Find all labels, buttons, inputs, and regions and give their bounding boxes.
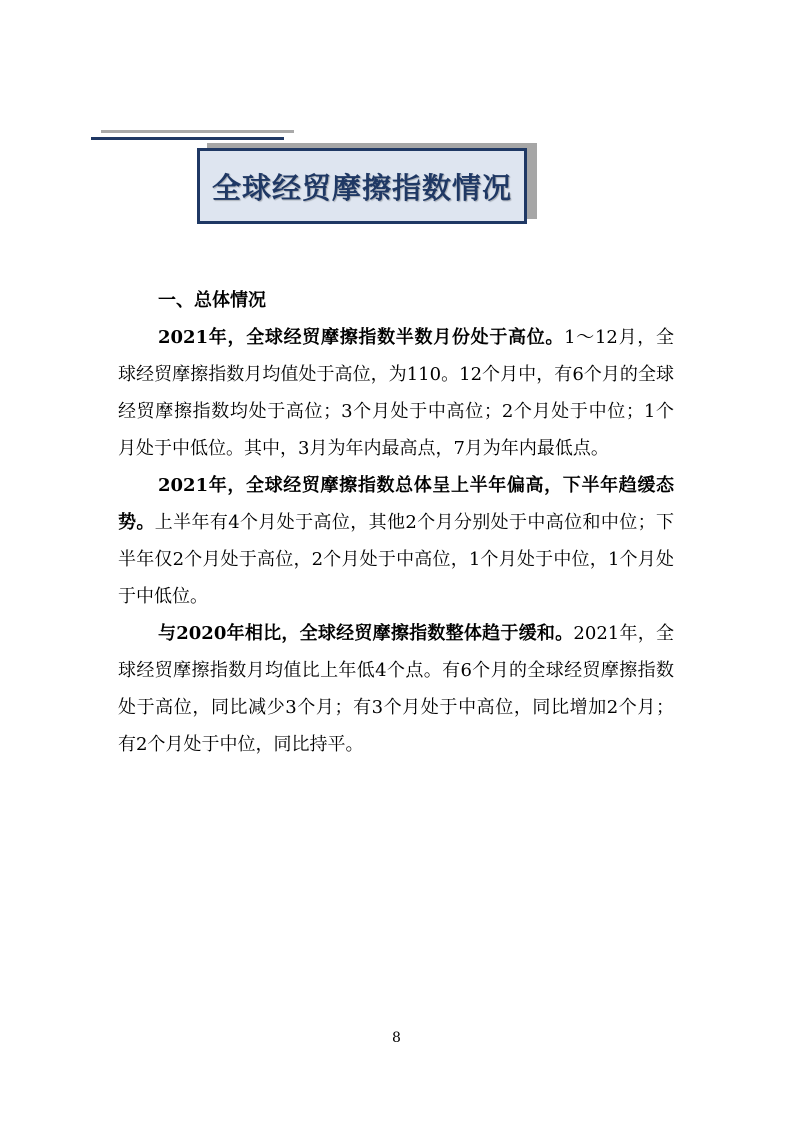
title-box [197, 148, 527, 224]
paragraph-2-lead: 2021年，全球经贸摩擦指数总体呈上半年偏高，下半年趋缓态势。 [118, 475, 674, 533]
page-title: 全球经贸摩擦指数情况 [211, 170, 512, 205]
paragraph-3-lead: 与2020年相比，全球经贸摩擦指数整体趋于缓和。 [158, 623, 574, 644]
paragraph-1-body: 1～12月，全球经贸摩擦指数月均值处于高位，为110。12个月中，有6个月的全球经贸摩擦指数均处于高位；3个月处于中高位；2个月处于中位；1个月处于中低位。其中，3月为年内最高点，7月为年内最低点。 [118, 327, 674, 459]
paragraph-2 [118, 467, 674, 615]
decorative-line-bottom [91, 137, 284, 140]
paragraph-1-lead: 2021年，全球经贸摩擦指数半数月份处于高位。 [158, 327, 565, 348]
section-heading: 一、总体情况 [158, 290, 266, 311]
paragraph-3 [118, 615, 674, 763]
decorative-line-top [101, 130, 294, 133]
page-number: 8 [392, 1030, 401, 1046]
paragraph-3-body: 2021年，全球经贸摩擦指数月均值比上年低4个点。有6个月的全球经贸摩擦指数处于高位，同比减少3个月；有3个月处于中高位，同比增加2个月；有2个月处于中位，同比持平。 [118, 623, 674, 755]
paragraph-2-body: 上半年有4个月处于高位，其他2个月分别处于中高位和中位；下半年仅2个月处于高位，2个月处于中高位，1个月处于中位，1个月处于中低位。 [118, 512, 675, 607]
main-content [118, 282, 674, 763]
paragraph-1 [118, 319, 674, 467]
